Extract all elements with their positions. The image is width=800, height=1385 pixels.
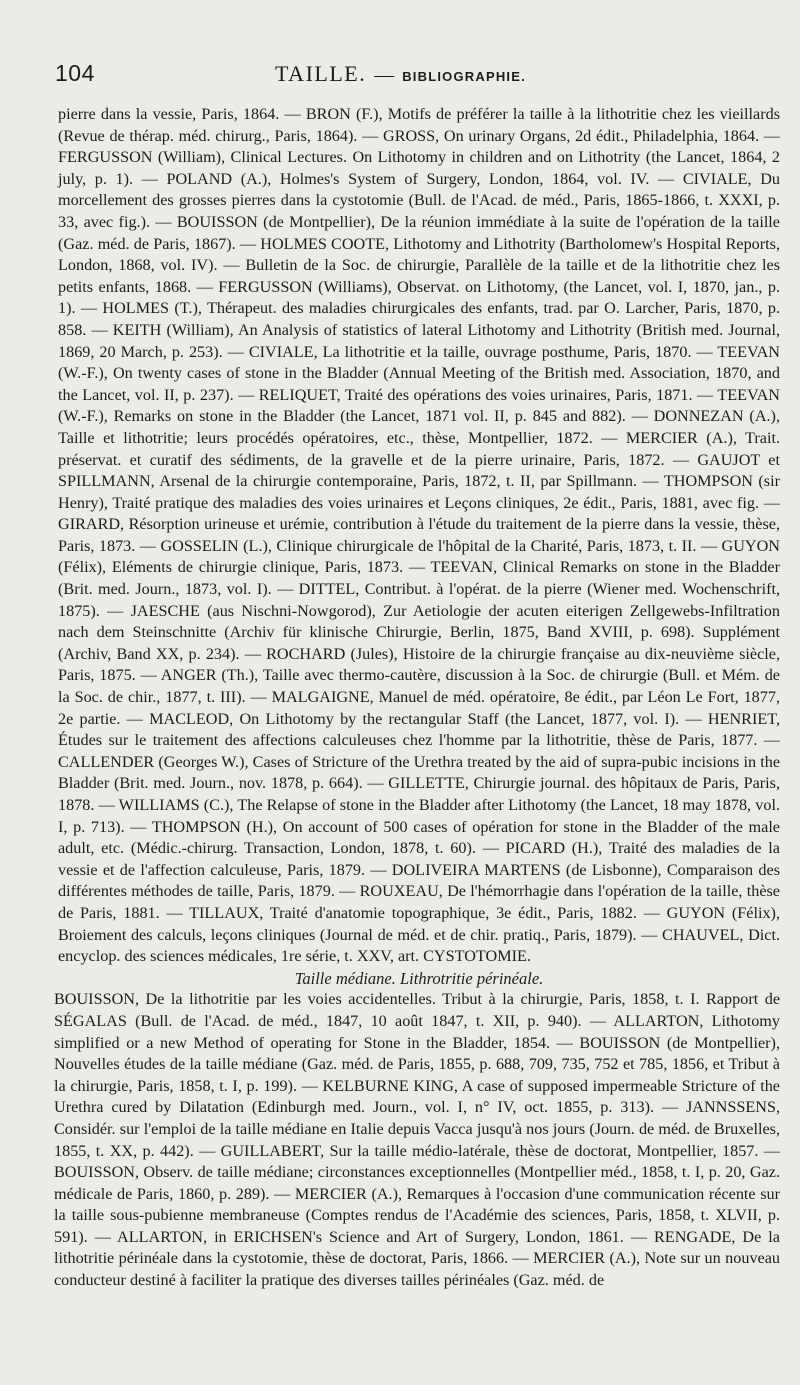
running-title-dash: —: [374, 64, 395, 86]
bibliography-paragraph-median: BOUISSON, De la lithotritie par les voies accidentelles. Tribut à la chirurgie, Paris, 1858, t. I. Rapport de SÉGALAS (Bull. de l'Acad. de méd., 1847, 10 août 1847, t. XII, p. 940). — ALLARTON, Lithotomy simplified or a new Method of operating for Stone in the Bladder, 1854. — BOUISSON (de Montpellier), Nouvelles études de la taille médiane (Gaz. méd. de Paris, 1855, p. 688, 709, 735, 752 et 785, 1856, et Tribut à la chirurgie, Paris, 1858, t. I, p. 199). — KELBURNE KING, A case of supposed impermeable Stricture of the Urethra cured by Dilatation (Edinburgh med. Journ., vol. I, n° IV, oct. 1855, p. 313). — JANNSSENS, Considér. sur l'emploi de la taille médiane en Italie depuis Vacca jusqu'à nos jours (Journ. de méd. de Bruxelles, 1855, t. XX, p. 442). — GUILLABERT, Sur la taille médio-latérale, thèse de doctorat, Montpellier, 1857. — BOUISSON, Observ. de taille médiane; circonstances exceptionnelles (Montpellier méd., 1858, t. I, p. 20, Gaz. médicale de Paris, 1860, p. 289). — MERCIER (A.), Remarques à l'occasion d'une communication récente sur la taille sous-pubienne membraneuse (Comptes rendus de l'Académie des sciences, Paris, 1858, t. XLVII, p. 591). — ALLARTON, in ERICHSEN's Science and Art of Surgery, London, 1861. — RENGADE, De la lithotritie périnéale dans la cystotomie, thèse de doctorat, Paris, 1866. — MERCIER (A.), Note sur un nouveau conducteur destiné à faciliter la pratique des diverses tailles périnéales (Gaz. méd. de: [54, 990, 780, 1290]
section-heading: Taille médiane. Lithrotritie périnéale.: [294, 968, 544, 988]
running-header: [55, 60, 780, 94]
bibliography-paragraph-general: pierre dans la vessie, Paris, 1864. — BRON (F.), Motifs de préférer la taille à la lithotritie chez les vieillards (Revue de thérap. méd. chirurg., Paris, 1864). — GROSS, On urinary Organs, 2d édit., Philadelphia, 1864. — FERGUSSON (William), Clinical Lectures. On Lithotomy in children and on Lithotrity (the Lancet, 1864, 2 july, p. 1). — POLAND (A.), Holmes's System of Surgery, London, 1864, vol. IV. — CIVIALE, Du morcellement des grosses pierres dans la cystotomie (Bull. de l'Acad. de méd., Paris, 1865-1866, t. XXXI, p. 33, avec fig.). — BOUISSON (de Montpellier), De la réunion immédiate à la suite de l'opération de la taille (Gaz. méd. de Paris, 1867). — HOLMES COOTE, Lithotomy and Lithotrity (Bartholomew's Hospital Reports, London, 1868, vol. IV). — Bulletin de la Soc. de chirurgie, Parallèle de la taille et de la lithotritie chez les petits enfants, 1868. — FERGUSSON (Williams), Observat. on Lithotomy, (the Lancet, vol. I, 1870, jan., p. 1). — HOLMES (T.), Thérapeut. des maladies chirurgicales des enfants, trad. par O. Larcher, Paris, 1870, p. 858. — KEITH (William), An Analysis of statistics of lateral Lithotomy and Lithotrity (British med. Journal, 1869, 20 March, p. 253). — CIVIALE, La lithotritie et la taille, ouvrage posthume, Paris, 1870. — TEEVAN (W.-F.), On twenty cases of stone in the Bladder (Annual Meeting of the British med. Association, 1870, and the Lancet, vol. II, p. 237). — RELIQUET, Traité des opérations des voies urinaires, Paris, 1871. — TEEVAN (W.-F.), Remarks on stone in the Bladder (the Lancet, 1871 vol. II, p. 845 and 882). — DONNEZAN (A.), Taille et lithotritie; leurs procédés opératoires, etc., thèse, Montpellier, 1872. — MERCIER (A.), Trait. préservat. et curatif des sédiments, de la gravelle et de la pierre urinaire, Paris, 1872. — GAUJOT et SPILLMANN, Arsenal de la chirurgie contemporaine, Paris, 1872, t. II, par Spillmann. — THOMPSON (sir Henry), Traité pratique des maladies des voies urinaires et Leçons cliniques, 2e édit., Paris, 1881, avec fig. — GIRARD, Résorption urineuse et urémie, contribution à l'étude du traitement de la pierre dans la vessie, thèse, Paris, 1873. — GOSSELIN (L.), Clinique chirurgicale de l'hôpital de la Charité, Paris, 1873, t. II. — GUYON (Félix), Eléments de chirurgie clinique, Paris, 1873. — TEEVAN, Clinical Remarks on stone in the Bladder (Brit. med. Journ., 1873, vol. I). — DITTEL, Contribut. à l'opérat. de la pierre (Wiener med. Wochenschrift, 1875). — JAESCHE (aus Nischni-Nowgorod), Zur Aetiologie der acuten eiterigen Zellgewebs-Infiltration nach dem Steinschnitte (Archiv für klinische Chirurgie, Berlin, 1875, Band XVIII, p. 698). Supplément (Archiv, Band XX, p. 234). — ROCHARD (Jules), Histoire de la chirurgie française au dix-neuvième siècle, Paris, 1875. — ANGER (Th.), Taille avec thermo-cautère, discussion à la Soc. de chirurgie (Bull. et Mém. de la Soc. de chir., 1877, t. III). — MALGAIGNE, Manuel de méd. opératoire, 8e édit., par Léon Le Fort, 1877, 2e partie. — MACLEOD, On Lithotomy by the rectangular Staff (the Lancet, 1877, vol. I). — HENRIET, Études sur le traitement des affections calculeuses chez l'homme par la lithotritie, thèse de Paris, 1877. — CALLENDER (Georges W.), Cases of Stricture of the Urethra treated by the aid of supra-pubic incisions in the Bladder (Brit. med. Journ., nov. 1878, p. 664). — GILLETTE, Chirurgie journal. des hôpitaux de Paris, Paris, 1878. — WILLIAMS (C.), The Relapse of stone in the Bladder after Lithotomy (the Lancet, 18 may 1878, vol. I, p. 713). — THOMPSON (H.), On account of 500 cases of opération for stone in the Bladder of the male adult, etc. (Médic.-chirurg. Transaction, London, 1878, t. 60). — PICARD (H.), Traité des maladies de la vessie et de l'affection calculeuse, Paris, 1879. — DOLIVEIRA MARTENS (de Lisbonne), Comparaison des différentes méthodes de taille, Paris, 1879. — ROUXEAU, De l'hémorrhagie dans l'opération de la taille, thèse de Paris, 1881. — TILLAUX, Traité d'anatomie topographique, 3e édit., Paris, 1882. — GUYON (Félix), Broiement des calculs, leçons cliniques (Journal de méd. et de chir. pratiq., Paris, 1879). — CHAUVEL, Dict. encyclop. des sciences médicales, 1re série, t. XXV, art. CYSTOTOMIE.: [58, 105, 780, 966]
running-subtitle: BIBLIOGRAPHIE.: [402, 69, 526, 84]
running-title: TAILLE.: [275, 61, 367, 86]
page-number: 104: [55, 60, 95, 86]
bibliography-body: [54, 104, 780, 1292]
